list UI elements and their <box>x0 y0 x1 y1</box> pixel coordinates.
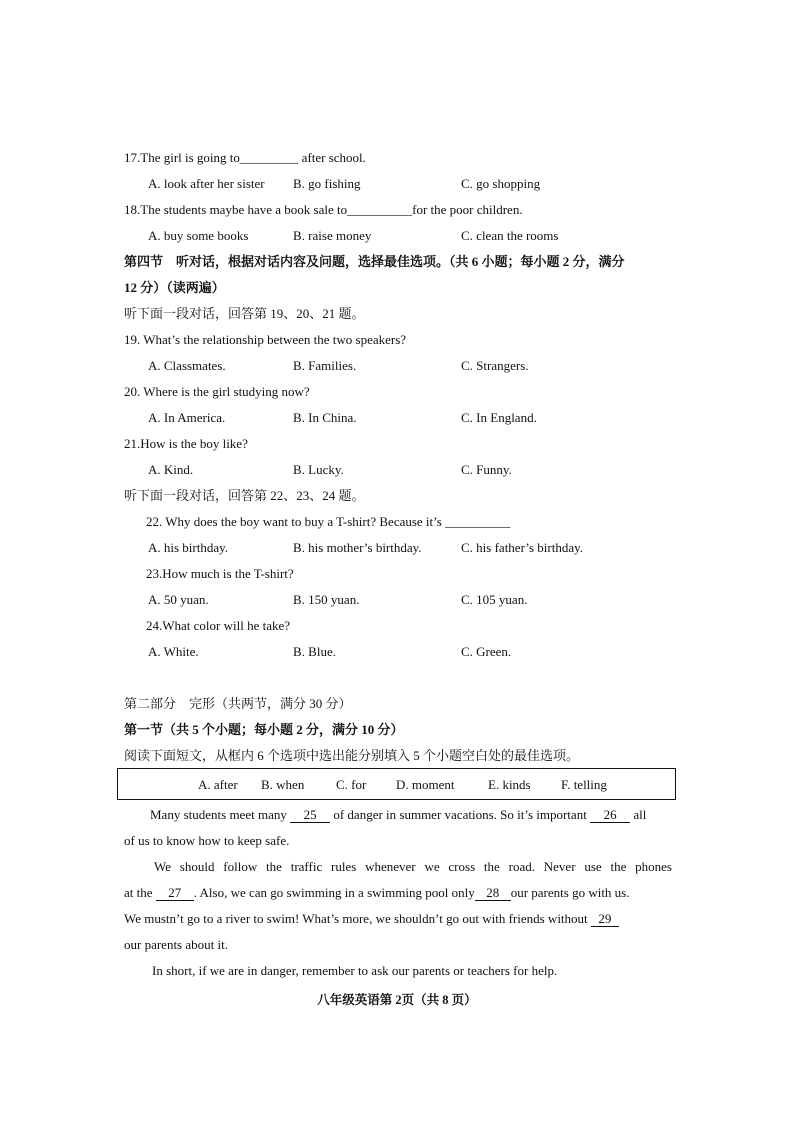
passage-p1-line2: of us to know how to keep safe. <box>124 833 290 848</box>
passage-p2-line4: our parents about it. <box>124 937 228 952</box>
q24-option-a: A. White. <box>148 644 199 659</box>
q22-blank: __________ <box>445 514 511 529</box>
listen-instruction-1: 听下面一段对话，回答第 19、20、21 题。 <box>124 306 365 321</box>
box-option-e: E. kinds <box>488 777 531 792</box>
q21-option-c: C. Funny. <box>461 462 512 477</box>
box-option-f: F. telling <box>561 777 607 792</box>
passage-p1-line1 <box>150 807 646 823</box>
p2-text-c: our parents go with us. <box>510 885 630 900</box>
blank-25: 25 <box>290 808 330 823</box>
q22-option-c: C. his father’s birthday. <box>461 540 584 555</box>
page-footer: 八年级英语第 2页（共 8 页） <box>317 993 477 1007</box>
q18-option-c: C. clean the rooms <box>461 228 559 243</box>
blank-27: 27 <box>156 886 194 901</box>
box-option-c: C. for <box>336 777 367 792</box>
q20-option-a: A. In America. <box>148 410 226 425</box>
q23-option-a: A. 50 yuan. <box>148 592 209 607</box>
part-2-instruction: 阅读下面短文，从框内 6 个选项中选出能分别填入 5 个小题空白处的最佳选项。 <box>124 748 580 763</box>
q21-option-b: B. Lucky. <box>293 462 344 477</box>
q20-option-b: B. In China. <box>293 410 357 425</box>
q21-option-a: A. Kind. <box>148 462 194 477</box>
question-20-stem: 20. Where is the girl studying now? <box>124 384 310 399</box>
p2-text-d: We mustn’t go to a river to swim! What’s more, we shouldn’t go out with friends without <box>124 911 591 926</box>
q18-option-a: A. buy some books <box>148 228 249 243</box>
q19-option-b: B. Families. <box>293 358 357 373</box>
question-19-stem: 19. What’s the relationship between the two speakers? <box>124 332 407 347</box>
part-2-title: 第二部分 完形（共两节，满分 30 分） <box>124 696 352 711</box>
q22-stem-text: 22. Why does the boy want to buy a T-shirt? Because it’s <box>146 514 446 529</box>
q24-option-b: B. Blue. <box>293 644 336 659</box>
question-23-stem: 23.How much is the T-shirt? <box>146 566 294 581</box>
q18-option-b: B. raise money <box>293 228 372 243</box>
q18-blank: __________ <box>347 202 413 217</box>
passage-p2-line3 <box>124 911 619 927</box>
p2-text-b: . Also, we can go swimming in a swimming pool only <box>193 885 475 900</box>
q17-option-a: A. look after her sister <box>148 176 265 191</box>
options-box <box>117 768 676 800</box>
question-21-stem: 21.How is the boy like? <box>124 436 248 451</box>
p1-text-c: all <box>630 807 647 822</box>
blank-28: 28 <box>475 886 511 901</box>
question-22-stem <box>146 514 510 530</box>
q22-option-b: B. his mother’s birthday. <box>293 540 422 555</box>
question-24-stem: 24.What color will he take? <box>146 618 291 633</box>
blank-29: 29 <box>591 912 619 927</box>
question-17-stem <box>124 150 366 166</box>
q23-option-c: C. 105 yuan. <box>461 592 528 607</box>
q20-option-c: C. In England. <box>461 410 537 425</box>
q19-option-c: C. Strangers. <box>461 358 529 373</box>
q23-option-b: B. 150 yuan. <box>293 592 360 607</box>
q17-blank: _________ <box>239 150 299 165</box>
q17-after: after school. <box>298 150 366 165</box>
listen-instruction-2: 听下面一段对话，回答第 22、23、24 题。 <box>124 488 365 503</box>
passage-p2-line2 <box>124 885 630 901</box>
q18-after: for the poor children. <box>412 202 523 217</box>
q22-option-a: A. his birthday. <box>148 540 229 555</box>
q24-option-c: C. Green. <box>461 644 512 659</box>
part-2-section-1: 第一节（共 5 个小题；每小题 2 分，满分 10 分） <box>124 722 404 737</box>
box-option-b: B. when <box>261 777 305 792</box>
p1-text-b: of danger in summer vacations. So it’s important <box>330 807 591 822</box>
question-18-stem <box>124 202 523 218</box>
blank-26: 26 <box>590 808 630 823</box>
box-option-a: A. after <box>198 777 238 792</box>
section-4-heading-cont: 12 分）（读两遍） <box>124 280 225 295</box>
p1-text-a: Many students meet many <box>150 807 291 822</box>
q19-option-a: A. Classmates. <box>148 358 226 373</box>
box-option-d: D. moment <box>396 777 455 792</box>
passage-p2-line1: We should follow the traffic rules whenever we cross the road. Never use the phones <box>154 859 672 874</box>
q17-stem-text: 17.The girl is going to <box>124 150 240 165</box>
section-4-heading: 第四节 听对话，根据对话内容及问题，选择最佳选项。（共 6 小题；每小题 2 分，满分 <box>124 254 625 269</box>
p2-text-a: at the <box>124 885 156 900</box>
passage-p3: In short, if we are in danger, remember to ask our parents or teachers for help. <box>152 963 558 978</box>
q17-option-b: B. go fishing <box>293 176 361 191</box>
q17-option-c: C. go shopping <box>461 176 541 191</box>
q18-stem-text: 18.The students maybe have a book sale to <box>124 202 348 217</box>
